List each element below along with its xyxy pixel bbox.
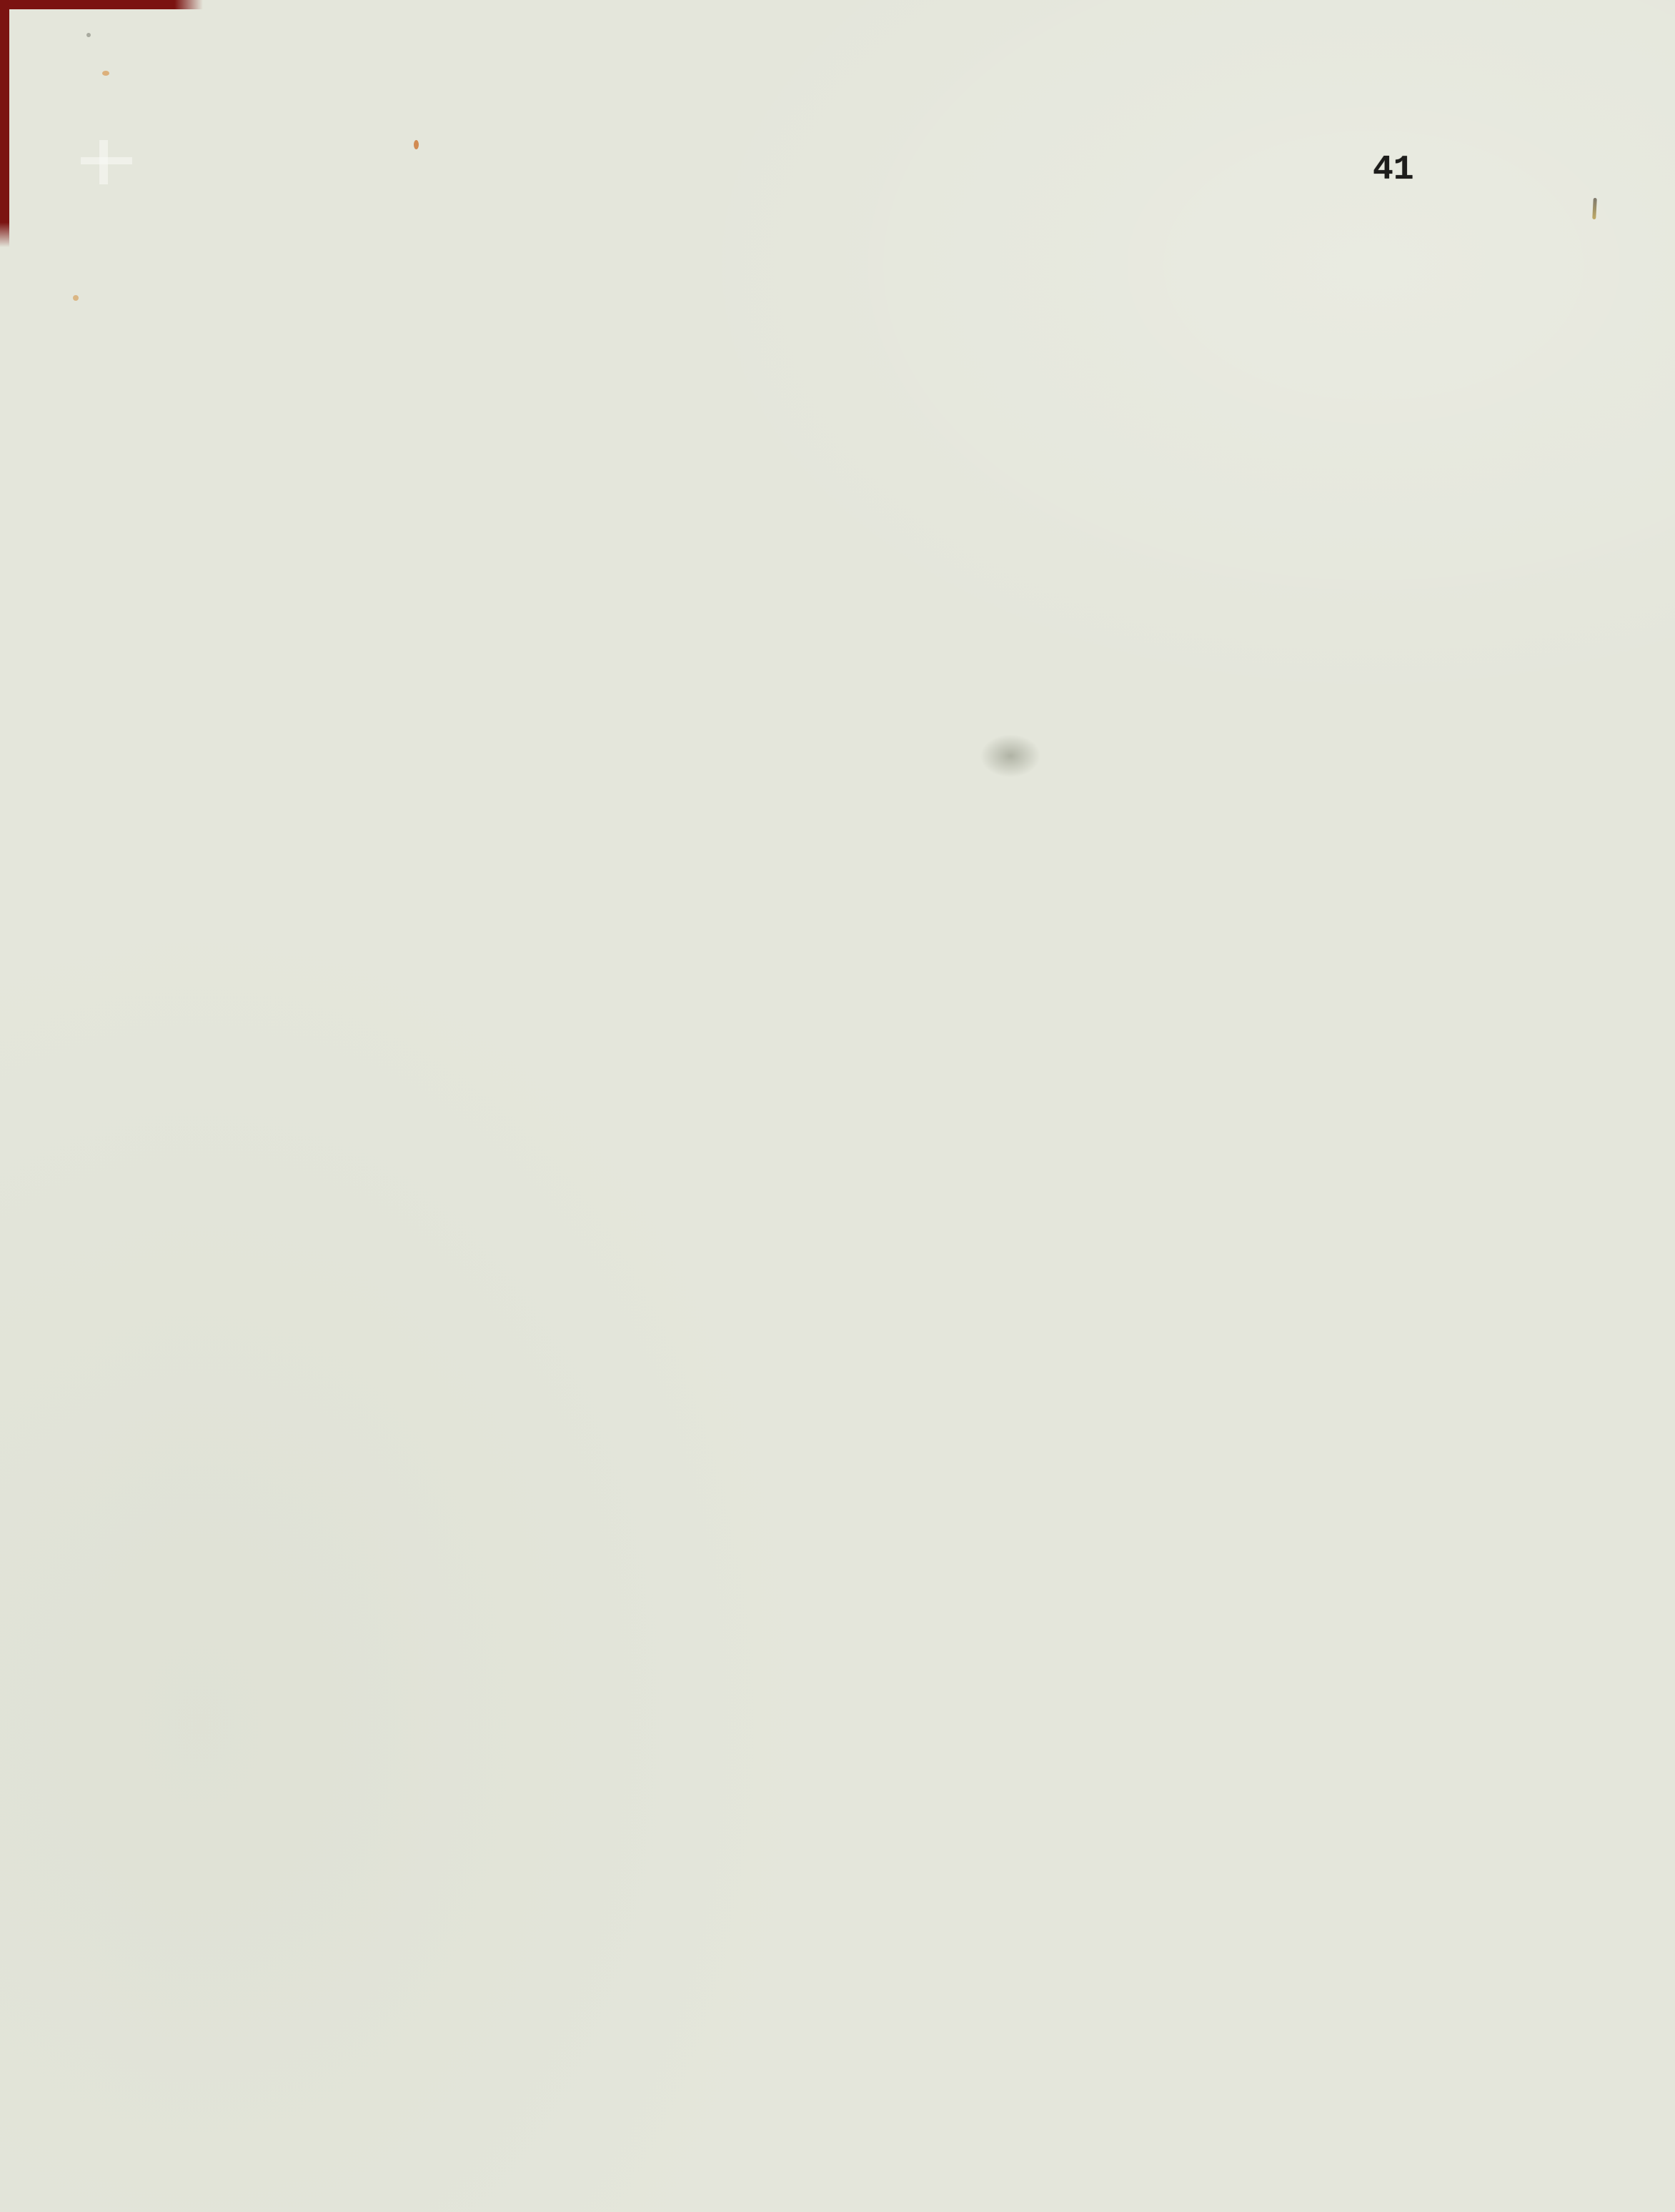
- binding-mark-top: [0, 0, 203, 9]
- ink-smudge: [980, 734, 1040, 777]
- paper-speck: [102, 71, 109, 76]
- paper-edge-mark: [1592, 198, 1597, 219]
- paper-flaw-cross: [99, 140, 108, 184]
- page-number: 41: [1373, 151, 1414, 189]
- paper-speck: [73, 295, 79, 301]
- binding-mark-left: [0, 0, 9, 247]
- paper-speck: [86, 33, 91, 37]
- paper-speck: [414, 140, 419, 149]
